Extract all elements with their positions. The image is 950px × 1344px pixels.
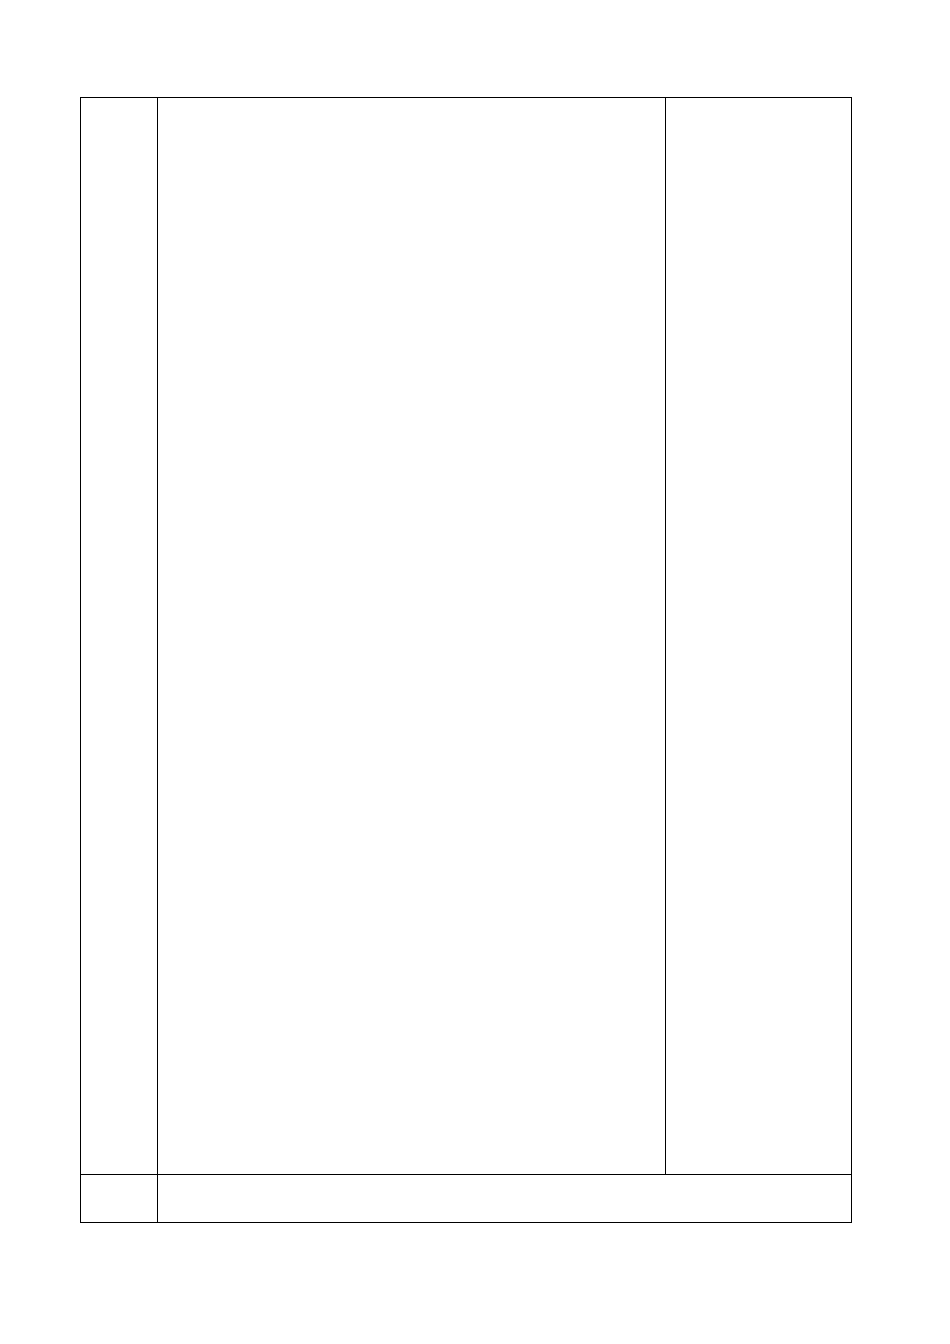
column-divider-left xyxy=(157,98,158,1222)
row-divider xyxy=(81,1174,851,1175)
process-content xyxy=(163,98,663,235)
column-divider-right xyxy=(665,98,666,1174)
table-caption xyxy=(163,210,663,235)
lesson-table xyxy=(80,97,852,1223)
chart-svg xyxy=(165,100,545,210)
industry-flow-chart xyxy=(165,100,545,210)
